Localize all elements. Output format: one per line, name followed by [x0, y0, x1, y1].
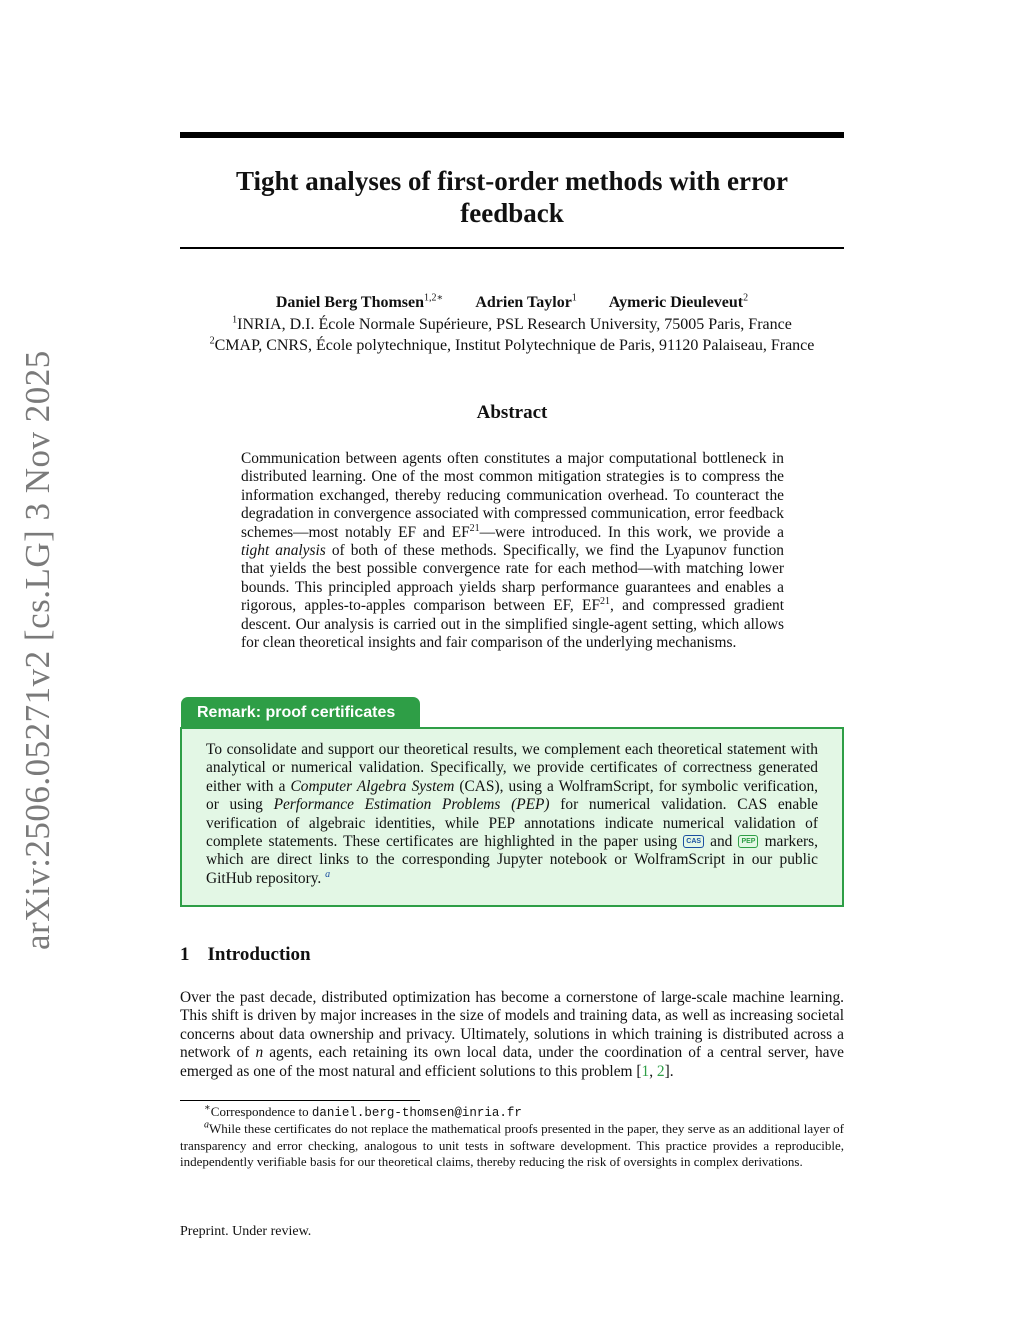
email-link[interactable]: daniel.berg-thomsen@inria.fr — [311, 1106, 522, 1120]
title-top-rule — [180, 132, 844, 138]
abstract-heading: Abstract — [476, 402, 548, 423]
author-1: Daniel Berg Thomsen$^{1,2∗}$ — [275, 292, 444, 311]
cas-badge-link[interactable]: CAS — [683, 835, 704, 848]
affiliation-2: $^2$CMAP, CNRS, École polytechnique, Institut Polytechnique de Paris, 91120 Palaiseau, France — [209, 335, 815, 354]
section-heading-introduction: 1 Introduction — [180, 944, 311, 965]
remark-title: Remark: proof certificates — [181, 697, 420, 728]
citation-1-link[interactable]: 1 — [641, 1062, 650, 1080]
affiliation-1: $^1$INRIA, D.I. École Normale Supérieure, PSL Research University, 75005 Paris, France — [232, 314, 792, 333]
preprint-footer: Preprint. Under review. — [180, 1224, 312, 1239]
pep-badge-link[interactable]: PEP — [738, 835, 758, 848]
footnote-rule — [180, 1100, 420, 1101]
abstract-text: Communication between agents often constitutes a major computational bottleneck in distributed learning. One of the most common mitigation strategies is to compress the information exchanged, thereby reducing communication overhead. To counteract the degradation in convergence associated with compressed communication, error feedback schemes—most notably EF and EF$^{21}$—were introduced. In this work, we provide a tight analysis of both of these methods. Specifically, we find the Lyapunov function that yields the best possible convergence rate for each method—with matching lower bounds. This principled approach yields sharp performance guarantees and enables a rigorous, apples-to-apples comparison between EF, EF$^{21}$, and compressed gradient descent. Our analysis is carried out in the simplified single-agent setting, which allows for clean theoretical insights and fair comparison of the underlying mechanisms. — [241, 450, 785, 652]
citation-2-link[interactable]: 2 — [656, 1062, 665, 1080]
title-bottom-rule — [180, 247, 844, 249]
footnote-correspondence: ∗Correspondence to daniel.berg-thomsen@inria.fr — [204, 1102, 522, 1120]
paper-title: Tight analyses of first-order methods with error feedback — [236, 166, 788, 228]
arxiv-identifier: arXiv:2506.05271v2 [cs.LG] 3 Nov 2025 — [18, 350, 57, 950]
author-list — [180, 294, 844, 312]
author-2: Adrien Taylor$^1$ — [475, 292, 577, 311]
footnote-certificates: $^a$While these certificates do not replace the mathematical proofs presented in the paper, they serve as an additional layer of transparency and error checking, analogous to unit tests in software development. This practice provides a reproducible, independently verifiable basis for our theoretical claims, thereby reducing the risk of oversights in complex derivations. — [180, 1119, 844, 1169]
footnote-a-link[interactable]: a — [325, 868, 331, 880]
author-3: Aymeric Dieuleveut$^2$ — [608, 292, 749, 311]
introduction-paragraph: Over the past decade, distributed optimization has become a cornerstone of large-scale machine learning. This shift is driven by major increases in the size of models and training data, as well as increasing societal concerns about data ownership and privacy. Ultimately, solutions in which training is distributed across a network of n agents, each retaining its own local data, under the coordination of a central server, have emerged as one of the most natural and efficient solutions to this problem [1, 2]. — [180, 989, 844, 1080]
remark-text: To consolidate and support our theoretical results, we complement each theoretical statement with analytical or numerical validation. Specifically, we provide certificates of correctness generated either with a Computer Algebra System (CAS), using a WolframScript, for symbolic verification, or using Performance Estimation Problems (PEP) for numerical validation. CAS enable verification of algebraic identities, while PEP annotations indicate numerical validation of complete statements. These certificates are highlighted in the paper using CAS and PEP markers, which are direct links to the corresponding Jupyter notebook or WolframScript in our public GitHub repository. $^a$ — [206, 741, 818, 887]
